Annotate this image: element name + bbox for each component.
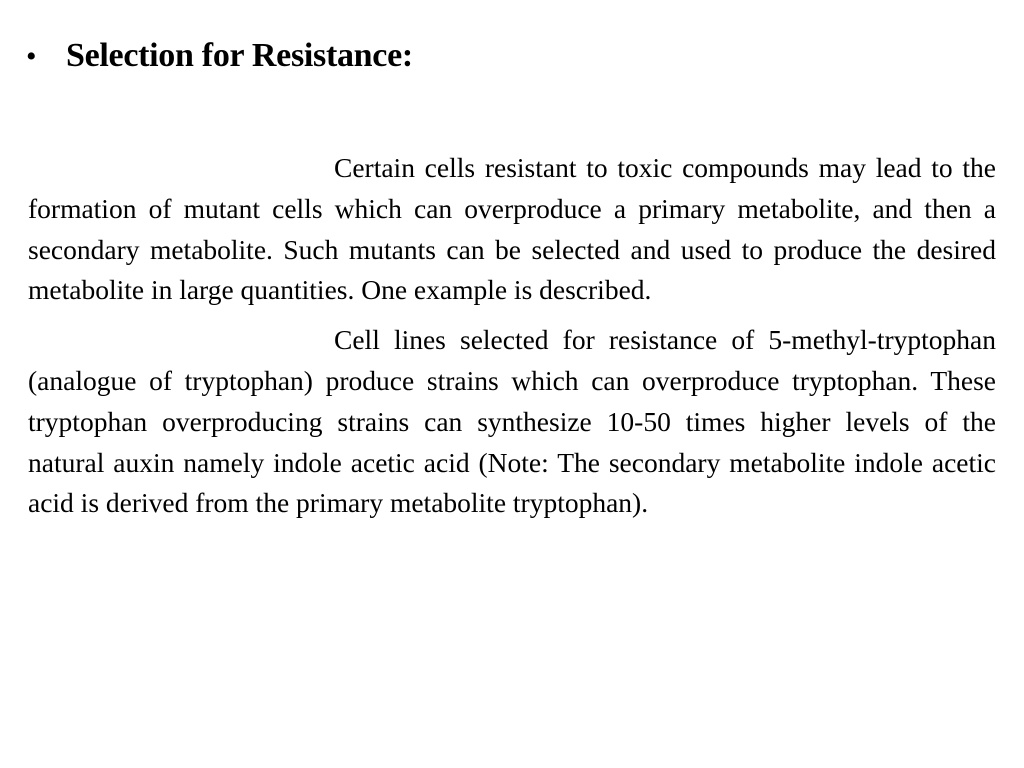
heading-row xyxy=(26,30,413,83)
paragraph-2: Cell lines selected for resistance of 5-methyl-tryptophan (analogue of tryptophan) produce strains which can overproduce tryptophan. These tryptophan overproducing strains can synthesize 10-50 times higher levels of the natural auxin namely indole acetic acid (Note: The secondary metabolite indole acetic acid is derived from the primary metabolite tryptophan). xyxy=(28,324,996,519)
slide-heading: Selection for Resistance: xyxy=(66,37,413,74)
slide-body xyxy=(28,148,996,524)
bullet-marker: • xyxy=(26,40,37,73)
paragraph-1: Certain cells resistant to toxic compounds may lead to the formation of mutant cells which can overproduce a primary metabolite, and then a secondary metabolite. Such mutants can be selected and used to produce the desired metabolite in large quantities. One example is described. xyxy=(28,152,996,306)
